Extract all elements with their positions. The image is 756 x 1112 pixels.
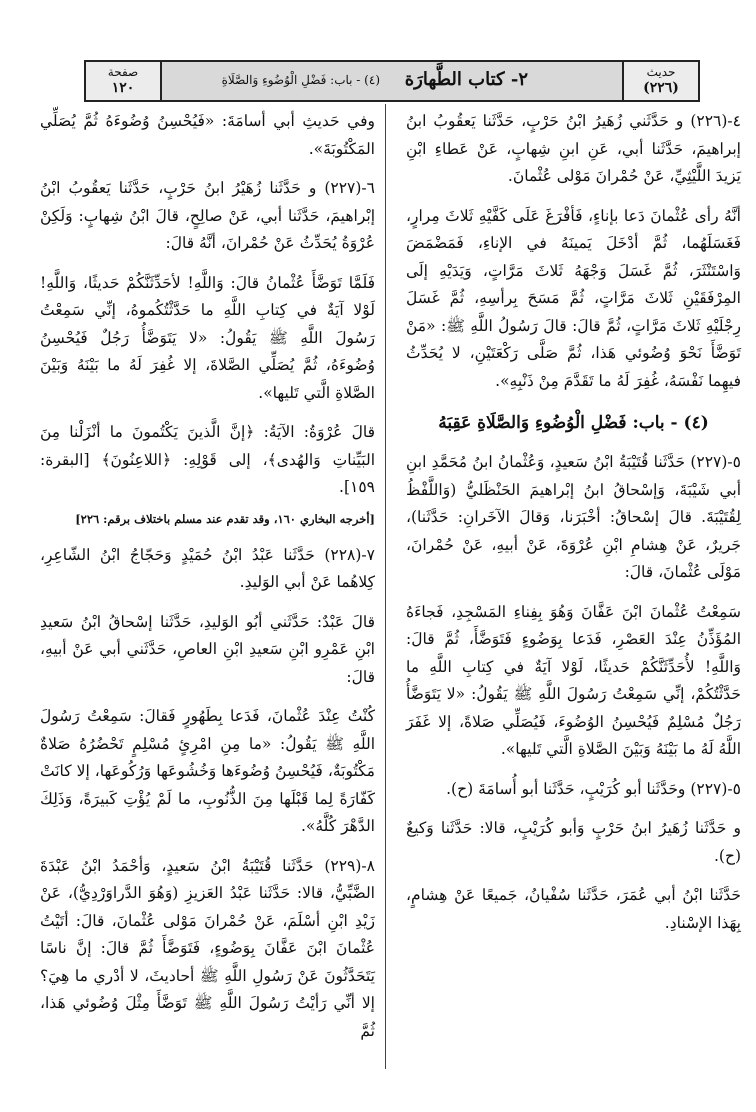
hadith-227-isnad: ٥-(٢٢٧) حَدَّثَنا قُتَيْبَةُ ابْنُ سَعيدٍ، وَعُثْمانُ ابنُ مُحَمَّدِ ابنِ أبي شَيْبَةَ، وَإسْحاقُ ابنُ إبْراهيمَ الحَنْظَليُّ (وَاللَّفْظُ لِقُتَيْبَةَ. قالَ إسْحاقُ: أخْبَرَنا، وَقالَ الآخَرانِ: حَدَّثَنا)، جَريرٌ، عَنْ هِشامِ ابْنِ عُرْوَةَ، عَنْ أبيهِ، عَنْ حُمْرانَ، مَوْلَى عُثْمانَ، قالَ:: [406, 453, 741, 581]
hadith-range: (٢٢٦): [643, 80, 679, 96]
hadith-227-chain-a: ٥-(٢٢٧) وحَدَّثَنا أبو كُرَيْبٍ، حَدَّثَنا أبو أُسامَةَ (ح).: [446, 779, 741, 798]
hadith-226-matn: أنَّهُ رأى عُثْمانَ دَعا بإناءٍ، فَأفْرَغَ عَلَى كَفَّيْهِ ثَلاثَ مِرارٍ، فَغَسَلَهُما، ثُمَّ أدْخَلَ يَمينَهُ في الإناءِ، فَمَضْمَضَ وَاسْتَنْثَرَ، ثُمَّ غَسَلَ وَجْهَهُ ثَلاثَ مَرَّاتٍ، وَيَدَيْهِ إلَى المِرْفَقَيْنِ ثَلاثَ مَرَّاتٍ، ثُمَّ مَسَحَ بِرأسِهِ، ثُمَّ غَسَلَ رِجْلَيْهِ ثَلاثَ مَرَّاتٍ، ثُمَّ قالَ: قالَ رَسُولُ اللَّهِ ﷺ: «مَنْ تَوَضَّأَ نَحْوَ وُضُوئي هَذا، ثُمَّ صَلَّى رَكْعَتَيْنِ، لا يُحَدِّثُ فيهِما نَفْسَهُ، غُفِرَ لَهُ ما تَقَدَّمَ مِنْ ذَنْبِهِ».: [406, 206, 741, 390]
hadith-label: حديث: [646, 65, 676, 79]
hadith-227-chain-c: حَدَّثَنا ابْنُ أبي عُمَرَ، حَدَّثَنا سُفْيانُ، جَميعًا عَنْ هِشامٍ، بِهَذا الإسْنادِ.: [406, 886, 741, 932]
urwa-note: قالَ عُرْوَةُ: الآيَةُ: ﴿إنَّ الَّذينَ يَكْتُمونَ ما أنْزَلْنا مِنَ البَيِّناتِ وَالهُدى﴾، إلى قَوْلِهِ: ﴿اللاعِنُونَ﴾ [البقرة: ١٥٩].: [40, 423, 375, 496]
hadith-228-isnad: ٧-(٢٢٨) حَدَّثَنا عَبْدُ ابْنُ حُمَيْدٍ وَحَجّاجُ ابْنُ الشّاعِرِ، كِلاهُما عَنْ أبي الوَليدِ.: [40, 545, 375, 591]
hadith-229-text: ٨-(٢٢٩) حَدَّثَنا قُتَيْبَةُ ابْنُ سَعيدٍ، وَأحْمَدُ ابْنُ عَبْدَةَ الضَّبِّيُّ، قالا: حَدَّثَنا عَبْدُ العَزيزِ (وَهُوَ الدَّراوَرْدِيُّ)، عَنْ زَيْدِ ابْنِ أسْلَمَ، عَنْ حُمْرانَ مَوْلى عُثْمانَ، قالَ: أتَيْتُ عُثْمانَ ابْنَ عَفَّانَ بِوَضُوءٍ، فَتَوَضَّأَ ثُمَّ قالَ: إنَّ ناسًا يَتَحَدَّثُونَ عَنْ رَسُولِ اللَّهِ ﷺ أحاديثَ، لا أدْري ما هِيَ؟ إلا أنِّي رَأيْتُ رَسُولَ اللَّهِ ﷺ تَوَضَّأَ مِثْلَ وُضُوئي هَذا، ثُمَّ: [40, 856, 375, 1040]
page-number-box: [86, 62, 162, 100]
hadith-226-isnad: ٤-(٢٢٦) و حَدَّثَني زُهَيرُ ابْنُ حَرْبٍ، حَدَّثَنا يَعقُوبُ ابنُ إبراهيمَ، حَدَّثَنا أبي، عَنِ ابنِ شِهابٍ، عَنْ عَطاءِ ابْنِ يَزيدَ اللَّيْثِيِّ، عَنْ حُمْرانَ مَوْلى عُثْمانَ.: [406, 112, 741, 185]
column-divider: [385, 104, 386, 1069]
book-title: ٢- كتاب الطَّهارَة: [404, 69, 528, 90]
left-column: [40, 108, 375, 1045]
chapter-heading: (٤) - باب: فَضْلِ الْوُضُوءِ وَالصَّلَاةِ عَقِبَهُ: [438, 413, 709, 433]
hadith-227-matn: سَمِعْتُ عُثْمانَ ابْنَ عَفَّانَ وَهُوَ بِفِناءِ المَسْجِدِ، فَجاءَهُ المُؤَذِّنُ عِنْدَ العَصْرِ، فَدَعا بِوَضُوءٍ فَتَوَضَّأَ، ثُمَّ قالَ: وَاللَّهِ! لأُحَدِّثَنَّكُمْ حَديثًا، لَوْلا آيَةٌ في كِتابِ اللَّهِ ما حَدَّثْتُكُمْ، إنِّي سَمِعْتُ رَسُولَ اللَّهِ ﷺ يَقُولُ: «لا يَتَوَضَّأُ رَجُلٌ مُسْلِمٌ فَيُحْسِنُ الوُضُوءَ، فَيُصَلِّي صَلاةً، إلا غَفَرَ اللَّهُ لَهُ ما بَيْنَهُ وَبَيْنَ الصَّلاةِ الَّتي تَليها».: [406, 602, 741, 758]
variant-note: وفي حَديثِ أبي أسامَةَ: «فَيُحْسِنُ وُضُوءَهُ ثُمَّ يُصَلِّي المَكْتُوبَةَ».: [40, 112, 375, 158]
hadith-228-matn: كُنْتُ عِنْدَ عُثْمانَ، فَدَعا بِطَهُورٍ فَقالَ: سَمِعْتُ رَسُولَ اللَّهِ ﷺ يَقُولُ: «ما مِنِ امْرِئٍ مُسْلِمٍ تَحْضُرُهُ صَلاةٌ مَكْتُوبَةٌ، فَيُحْسِنُ وُضُوءَها وَخُشُوعَها وَرُكُوعَها، إلا كانَتْ كَفّارَةً لِما قَبْلَها مِنَ الذُّنُوبِ، ما لَمْ يُؤْتِ كَبيرَةً، وَذَلِكَ الدَّهْرَ كُلَّهُ».: [40, 707, 375, 835]
takhrij-reference: [أخرجه البخاري ١٦٠، وقد تقدم عند مسلم باختلاف برقم: ٢٢٦]: [75, 511, 375, 526]
hadith-228-chain: قالَ عَبْدٌ: حَدَّثَني أبُو الوَليدِ، حَدَّثَنا إسْحاقُ ابْنُ سَعيدِ ابْنِ عَمْرِو ابْنِ سَعيدِ ابْنِ العاصِ، حَدَّثَني أبي عَنْ أبيهِ، قالَ:: [40, 612, 375, 686]
page-label: صفحة: [107, 65, 139, 79]
hadith-227-6-matn: فَلَمَّا تَوَضَّأَ عُثْمانُ قالَ: وَاللَّهِ! لأحَدِّثَنَّكُمْ حَديثًا، وَاللَّهِ! لَوْلا آيَةٌ في كِتابِ اللَّهِ ما حَدَّثْتُكُموهُ، إنِّي سَمِعْتُ رَسُولَ اللَّهِ ﷺ يَقُولُ: «لا يَتَوَضَّأُ رَجُلٌ فَيُحْسِنُ وُضُوءَهُ، ثُمَّ يُصَلِّي الصَّلاةَ، إلا غُفِرَ لَهُ ما بَيْنَهُ وَبَيْنَ الصَّلاةِ الَّتي تَليها».: [40, 273, 375, 402]
chapter-title: (٤) - باب: فَضْلِ الْوُضُوءِ وَالصَّلَاةِ: [221, 73, 380, 87]
page-header: [84, 60, 700, 102]
hadith-227-chain-b: و حَدَّثَنا زُهَيرُ ابنُ حَرْبٍ وَأبو كُرَيْبٍ، قالا: حَدَّثَنا وَكيعٌ (ح).: [406, 819, 741, 865]
right-column: [406, 108, 741, 937]
hadith-227-6-isnad: ٦-(٢٢٧) و حَدَّثَنا زُهَيْرُ ابنُ حَرْبٍ، حَدَّثَنا يَعقُوبُ ابْنُ إبْراهيمَ، حَدَّثَنا أبي، عَنْ صالِحٍ، قالَ ابْنُ شِهابٍ: وَلَكِنْ عُرْوَةُ يُحَدِّثُ عَنْ حُمْرانَ، أنَّهُ قالَ:: [40, 179, 375, 252]
hadith-number-box: [622, 62, 698, 100]
page-number: ١٢٠: [111, 80, 135, 96]
